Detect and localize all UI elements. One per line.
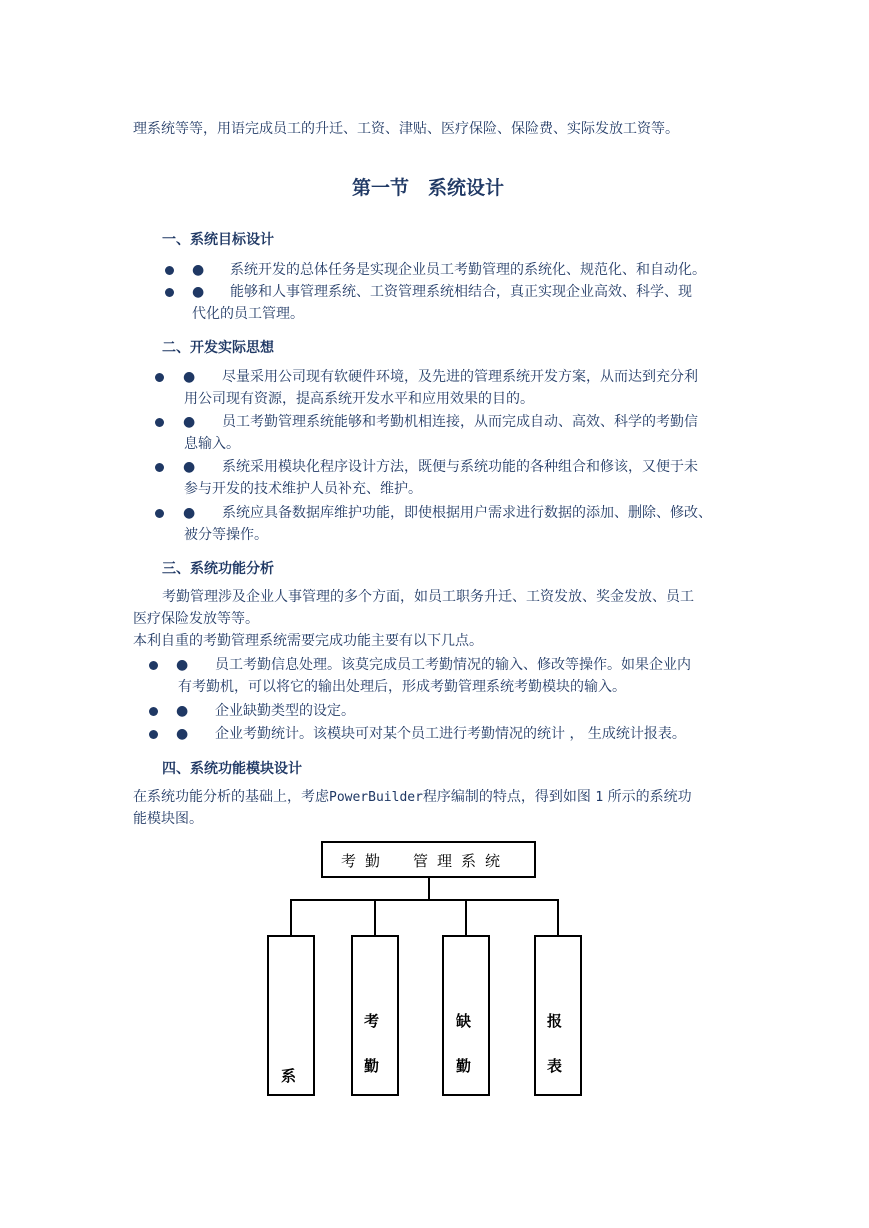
diagram-child-char: 勤 (364, 1057, 380, 1075)
sec3-item1-line2: 有考勤机，可以将它的输出处理后，形成考勤管理系统考勤模块的输入。 (178, 679, 626, 695)
section-title: 第一节 系统设计 (352, 177, 505, 199)
sec3-para2: 本利自重的考勤管理系统需要完成功能主要有以下几点。 (133, 633, 483, 649)
sec2-item3-line2: 参与开发的技术维护人员补充、维护。 (184, 481, 422, 497)
diagram-child-char: 考 (364, 1012, 380, 1030)
sec1-item2-line1: 能够和人事管理系统、工资管理系统相结合，真正实现企业高效、科学、现 (230, 284, 692, 300)
bullet-glyph: ● (192, 262, 205, 278)
bullet-dot-icon (155, 373, 164, 382)
code-term: PowerBuilder (329, 790, 423, 805)
bullet-dot-icon (149, 707, 158, 716)
sec3-para1-line2: 医疗保险发放等等。 (133, 611, 259, 627)
sec4-para-line1: 在系统功能分析的基础上，考虑PowerBuilder程序编制的特点，得到如图 1 所示的系统功 (133, 789, 692, 805)
intro-line: 理系统等等，用语完成员工的升迁、工资、津贴、医疗保险、保险费、实际发放工资等。 (133, 121, 679, 137)
bullet-dot-icon (155, 418, 164, 427)
sec2-item4-line2: 被分等操作。 (184, 527, 268, 543)
diagram-child-char: 系 (281, 1067, 297, 1085)
sec1-heading: 一、系统目标设计 (162, 232, 274, 248)
sec2-item2-line2: 息输入。 (184, 436, 240, 452)
bullet-dot-icon (149, 730, 158, 739)
sec4-para-line2: 能模块图。 (133, 811, 203, 827)
bullet-dot-icon (165, 266, 174, 275)
sec3-item2: 企业缺勤类型的设定。 (215, 703, 355, 719)
bullet-glyph: ● (192, 284, 205, 300)
sec3-para1-line1: 考勤管理涉及企业人事管理的多个方面，如员工职务升迁、工资发放、奖金发放、员工 (162, 589, 694, 605)
bullet-dot-icon (165, 288, 174, 297)
sec2-item1-line1: 尽量采用公司现有软硬件环境，及先进的管理系统开发方案，从而达到充分利 (222, 369, 698, 385)
bullet-glyph: ● (183, 369, 196, 385)
bullet-glyph: ● (183, 414, 196, 430)
bullet-dot-icon (155, 463, 164, 472)
sec3-item1-line1: 员工考勤信息处理。该莫完成员工考勤情况的输入、修改等操作。如果企业内 (215, 657, 691, 673)
diagram-connector (290, 899, 559, 901)
sec2-item2-line1: 员工考勤管理系统能够和考勤机相连接，从而完成自动、高效、科学的考勤信 (222, 414, 698, 430)
sec4-heading: 四、系统功能模块设计 (162, 761, 302, 777)
diagram-child-char: 勤 (456, 1057, 472, 1075)
diagram-connector (374, 899, 376, 937)
bullet-glyph: ● (176, 657, 189, 673)
bullet-glyph: ● (183, 459, 196, 475)
diagram-child-char: 报 (547, 1012, 563, 1030)
bullet-dot-icon (155, 509, 164, 518)
diagram-child-char: 缺 (456, 1012, 472, 1030)
diagram-connector (557, 899, 559, 937)
sec2-item3-line1: 系统采用模块化程序设计方法，既便与系统功能的各种组合和修该，又便于未 (222, 459, 698, 475)
diagram-connector (465, 899, 467, 937)
sec2-item1-line2: 用公司现有资源，提高系统开发水平和应用效果的目的。 (184, 391, 534, 407)
sec2-item4-line1: 系统应具备数据库维护功能，即使根据用户需求进行数据的添加、删除、修改、 (222, 505, 712, 521)
bullet-dot-icon (149, 661, 158, 670)
diagram-connector (290, 899, 292, 937)
diagram-connector (428, 878, 430, 900)
sec2-heading: 二、开发实际思想 (162, 340, 274, 356)
bullet-glyph: ● (176, 703, 189, 719)
sec3-heading: 三、系统功能分析 (162, 561, 274, 577)
sec1-item1: 系统开发的总体任务是实现企业员工考勤管理的系统化、规范化、和自动化。 (230, 262, 706, 278)
diagram-root-label: 考勤 管理系统 (341, 852, 510, 870)
diagram-child-char: 表 (547, 1057, 563, 1075)
bullet-glyph: ● (183, 505, 196, 521)
bullet-glyph: ● (176, 726, 189, 742)
sec1-item2-line2: 代化的员工管理。 (192, 306, 304, 322)
sec3-item3: 企业考勤统计。该模块可对某个员工进行考勤情况的统计 ， 生成统计报表。 (215, 726, 686, 742)
